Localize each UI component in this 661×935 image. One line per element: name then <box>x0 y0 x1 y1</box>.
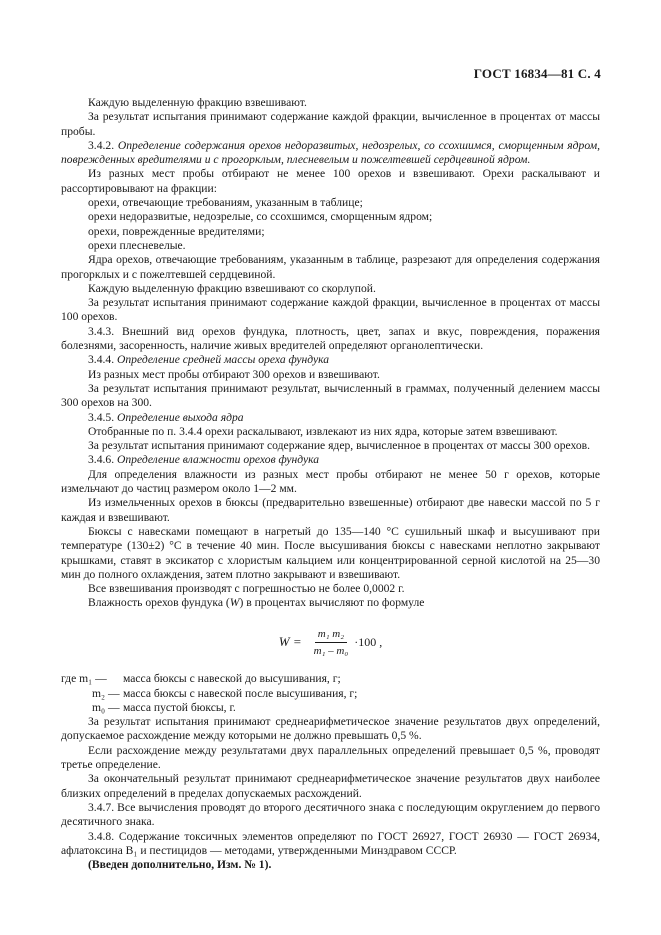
section-3-4-7: 3.4.7. Все вычисления проводят до второго десятичного знака с последующим округлением до первого десятичного знака. <box>61 800 600 829</box>
paragraph: Из разных мест пробы отбирают не менее 100 орехов и взвешивают. Орехи раскалывают и рассортировывают на фракции: <box>61 167 600 195</box>
paragraph: Отобранные по п. 3.4.4 орехи раскалывают, извлекают из них ядра, которые затем взвешивают. <box>88 424 558 438</box>
formula-lhs: W = <box>278 634 302 650</box>
paragraph: Бюксы с навесками помещают в нагретый до 135—140 °С сушильный шкаф и высушивают при температуре (130±2) °С в течение 40 мин. После высушивания бюксы с навесками неплотно закрывают крышками, ставят в эксикатор с хлористым кальцием или концентрированной серной кислотой на 25—30 мин до полного охлаждения, затем плотно закрывают и взвешивают. <box>61 524 600 581</box>
page-header: ГОСТ 16834—81 С. 4 <box>473 66 601 81</box>
formula-rhs: ·100 , <box>354 635 383 650</box>
section-3-4-5-heading: 3.4.5. Определение выхода ядра <box>88 410 244 424</box>
paragraph: Ядра орехов, отвечающие требованиям, указанным в таблице, разрезают для определения содержания прогорклых и с пожелтевшей сердцевиной. <box>61 253 600 281</box>
section-title: Определение влажности орехов фундука <box>117 453 320 467</box>
paragraph: За результат испытания принимают результат, вычисленный в граммах, полученный делением массы 300 орехов на 300. <box>61 381 600 410</box>
formula-legend <box>61 672 600 715</box>
list-item: орехи плесневелые. <box>88 238 186 252</box>
paragraph: Для определения влажности из разных мест пробы отбирают не менее 50 г орехов, которые измельчают до частиц размером около 1—2 мм. <box>61 467 600 496</box>
paragraph: Из разных мест пробы отбирают 300 орехов и взвешивают. <box>88 367 380 381</box>
paragraph: Если расхождение между результатами двух параллельных определений превышает 0,5 %, проводят третье определение. <box>61 743 600 772</box>
list-item: орехи, поврежденные вредителями; <box>88 224 265 238</box>
section-3-4-6-heading: 3.4.6. Определение влажности орехов фундука <box>88 453 320 467</box>
formula-denominator: m₁ – m₀ <box>313 644 349 657</box>
paragraph: За результат испытания принимают содержание каждой фракции, вычисленное в процентах от массы 100 орехов. <box>61 296 600 324</box>
paragraph: Из измельченных орехов в бюксы (предварительно взвешенные) отбирают две навески массой по 5 г каждая и взвешивают. <box>61 496 600 524</box>
paragraph: Все взвешивания производят с погрешностью не более 0,0002 г. <box>88 582 405 596</box>
legend-row: m₂ — масса бюксы с навеской после высушивания, г; <box>92 686 358 700</box>
paragraph: За результат испытания принимают среднеарифметическое значение результатов двух определений, допускаемое расхождение между которыми не должно превышать 0,5 %. <box>61 715 600 743</box>
legend-row: m₀ — масса пустой бюксы, г. <box>92 700 236 714</box>
paragraph: За результат испытания принимают содержание ядер, вычисленное в процентах от массы 300 орехов. <box>88 439 591 453</box>
amendment-note: (Введен дополнительно, Изм. № 1). <box>88 858 272 872</box>
section-title: Определение выхода ядра <box>117 410 244 424</box>
moisture-formula <box>61 627 600 659</box>
paragraph: За результат испытания принимают содержание каждой фракции, вычисленное в процентах от массы пробы. <box>61 110 600 138</box>
paragraph: Каждую выделенную фракцию взвешивают. <box>88 96 307 109</box>
section-title: Определение содержания орехов недоразвитых, недозрелых, со ссохшимся, сморщенным ядром, поврежденных вредителями и с прогорклым, плесневелым и пожелтевшей сердцевиной ядром. <box>61 138 600 167</box>
section-3-4-3: 3.4.3. Внешний вид орехов фундука, плотность, цвет, запах и вкус, повреждения, поражения болезнями, засоренность, наличие живых вредителей определяют органолептически. <box>61 324 600 353</box>
legend-row: где m₁ — масса бюксы с навеской до высушивания, г; <box>61 672 341 686</box>
section-3-4-4-heading: 3.4.4. Определение средней массы ореха фундука <box>88 353 330 367</box>
paragraph: За окончательный результат принимают среднеарифметическое значение результатов двух наиболее близких определений в пределах допускаемых расхождений. <box>61 772 600 800</box>
section-title: Определение средней массы ореха фундука <box>117 353 330 367</box>
list-item: орехи, отвечающие требованиям, указанным в таблице; <box>88 196 363 210</box>
paragraph: Влажность орехов фундука (W) в процентах вычисляют по формуле <box>88 596 425 610</box>
document-body <box>61 96 600 872</box>
list-item: орехи недоразвитые, недозрелые, со ссохшимся, сморщенным ядром; <box>88 210 433 224</box>
paragraph: Каждую выделенную фракцию взвешивают со скорлупой. <box>88 281 376 295</box>
formula-fraction <box>311 627 352 659</box>
section-3-4-2-heading: 3.4.2. Определение содержания орехов недоразвитых, недозрелых, со ссохшимся, сморщенным ядром, поврежденных вредителями и с прогорклым, плесневелым и пожелтевшей сердцевиной ядром. <box>61 138 600 167</box>
section-3-4-8: 3.4.8. Содержание токсичных элементов определяют по ГОСТ 26927, ГОСТ 26930 — ГОСТ 26934, афлатоксина В₁ и пестицидов — методами, утвержденными Минздравом СССР. <box>61 829 600 857</box>
formula-numerator: m₁ m₂ <box>315 627 347 643</box>
